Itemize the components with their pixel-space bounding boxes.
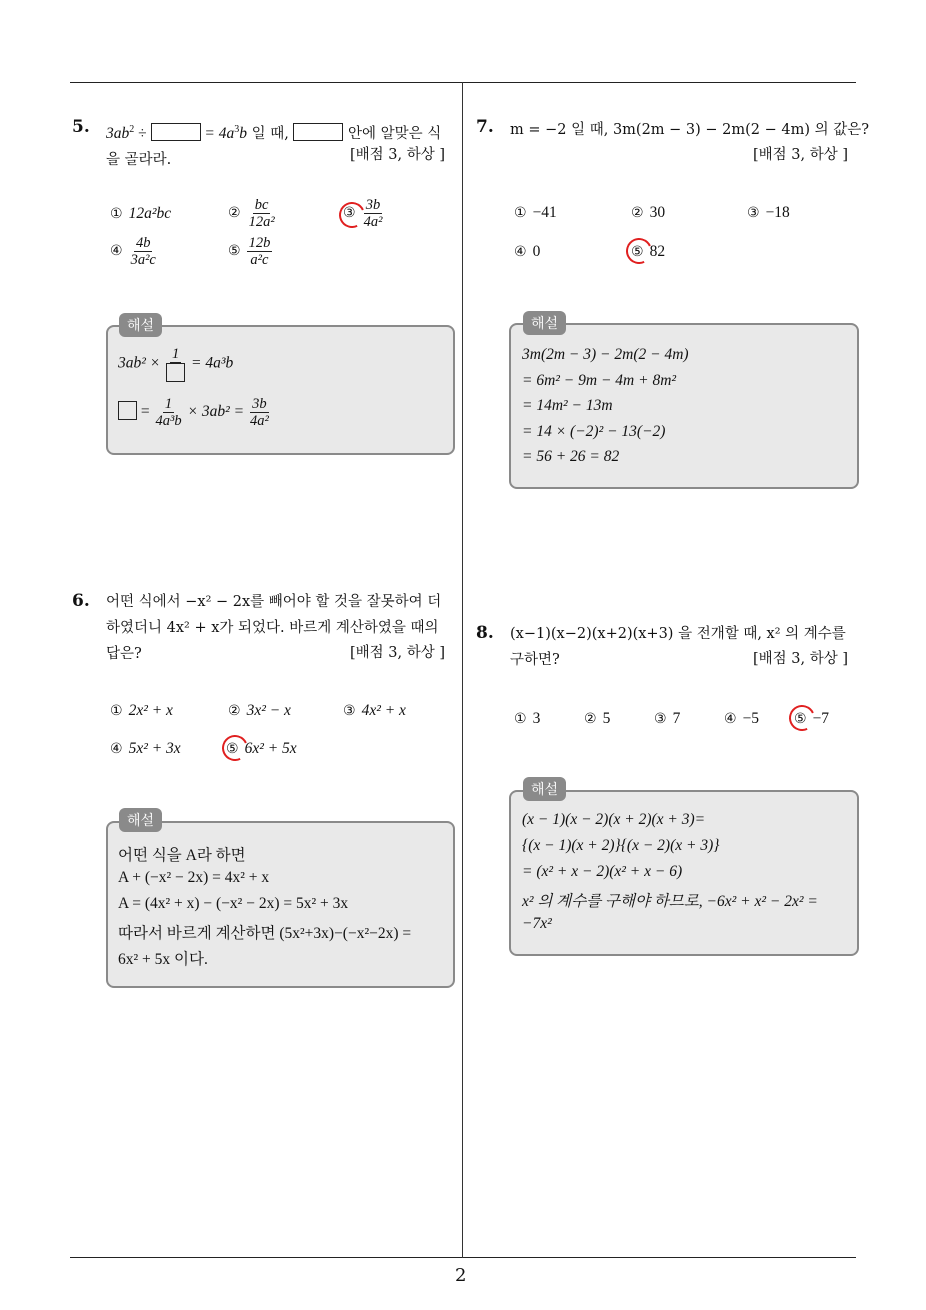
solution-line: 어떤 식을 A라 하면 bbox=[118, 847, 246, 864]
solution-panel bbox=[106, 325, 455, 455]
option-1[interactable]: ① 12a²bc bbox=[110, 205, 172, 222]
question-text: m = −2 일 때, 3m(2m − 3) − 2m(2 − 4m) 의 값은? bbox=[510, 122, 870, 138]
solution-line: = 14m² − 13m bbox=[522, 397, 613, 414]
option-4[interactable]: ④ −5 bbox=[724, 710, 760, 727]
option-3[interactable]: ③ $\frac{3b}{\text{4a²}}$ bbox=[343, 197, 383, 230]
page-number: 2 bbox=[455, 1265, 467, 1286]
solution-line: x² 의 계수를 구해야 하므로, −6x² + x² − 2x² = bbox=[522, 893, 818, 910]
blank-box bbox=[151, 123, 201, 141]
score-meta: [배점 3, 하상 ] bbox=[350, 645, 446, 661]
option-5[interactable]: ⑤ −7 bbox=[794, 710, 830, 727]
bottom-rule bbox=[70, 1257, 856, 1258]
solution-line: {(x − 1)(x + 2)}{(x − 2)(x + 3)} bbox=[522, 837, 720, 854]
question-number: 6. bbox=[72, 591, 90, 611]
answer-mark bbox=[622, 234, 655, 267]
option-4[interactable]: ④ 0 bbox=[514, 243, 541, 260]
blank-box bbox=[293, 123, 343, 141]
question-number: 5. bbox=[72, 117, 90, 137]
option-4[interactable]: ④ 5x² + 3x bbox=[110, 740, 181, 757]
solution-line: (x − 1)(x − 2)(x + 2)(x + 3)= bbox=[522, 811, 706, 828]
score-meta: [배점 3, 하상 ] bbox=[753, 147, 849, 163]
solution-line: 3m(2m − 3) − 2m(2 − 4m) bbox=[522, 346, 689, 363]
answer-mark bbox=[218, 731, 251, 764]
option-5[interactable]: ⑤ 82 bbox=[631, 243, 666, 260]
option-1[interactable]: ① 2x² + x bbox=[110, 702, 173, 719]
option-1[interactable]: ① −41 bbox=[514, 204, 557, 221]
option-4[interactable]: ④ $\frac{4b}{\text{3a²c}}$ bbox=[110, 235, 156, 268]
blank-box bbox=[118, 401, 137, 420]
solution-line: = 56 + 26 = 82 bbox=[522, 448, 620, 465]
option-2[interactable]: ② $\frac{bc}{\text{12a²}}$ bbox=[228, 197, 275, 230]
option-2[interactable]: ② 5 bbox=[584, 710, 611, 727]
solution-line: A = (4x² + x) − (−x² − 2x) = 5x² + 3x bbox=[118, 895, 349, 912]
option-5[interactable]: ⑤ $\frac{12b}{\text{a²c}}$ bbox=[228, 235, 271, 268]
option-3[interactable]: ③ 7 bbox=[654, 710, 681, 727]
solution-line: = (x² + x − 2)(x² + x − 6) bbox=[522, 863, 683, 880]
question-number: 7. bbox=[476, 117, 494, 137]
solution-line: = 6m² − 9m − 4m + 8m² bbox=[522, 372, 677, 389]
solution-line: = 14 × (−2)² − 13(−2) bbox=[522, 423, 666, 440]
solution-line: 따라서 바르게 계산하면 (5x²+3x)−(−x²−2x) = bbox=[118, 925, 412, 942]
solution-tag: 해설 bbox=[119, 808, 162, 832]
solution-line: A + (−x² − 2x) = 4x² + x bbox=[118, 869, 270, 886]
question-text: 어떤 식에서 −x² − 2x를 빼어야 할 것을 잘못하여 더 하였더니 4x² + x가 되었다. 바르게 계산하였을 때의 답은? bbox=[106, 594, 442, 662]
solution-tag: 해설 bbox=[119, 313, 162, 337]
top-rule bbox=[70, 82, 856, 83]
option-1[interactable]: ① 3 bbox=[514, 710, 541, 727]
score-meta: [배점 3, 하상 ] bbox=[753, 651, 849, 667]
option-3[interactable]: ③ 4x² + x bbox=[343, 702, 406, 719]
solution-tag: 해설 bbox=[523, 777, 566, 801]
column-divider bbox=[462, 82, 463, 1258]
option-2[interactable]: ② 3x² − x bbox=[228, 702, 291, 719]
solution-line: 3ab² × 1 = 4a³b bbox=[118, 346, 233, 382]
solution-tag: 해설 bbox=[523, 311, 566, 335]
blank-box bbox=[166, 363, 185, 382]
score-meta: [배점 3, 하상 ] bbox=[350, 147, 446, 163]
option-2[interactable]: ② 30 bbox=[631, 204, 666, 221]
answer-mark bbox=[785, 701, 818, 734]
question-text: (x−1)(x−2)(x+2)(x+3) 을 전개할 때, x² 의 계수를 구하면? bbox=[510, 626, 846, 668]
question-number: 8. bbox=[476, 623, 494, 643]
solution-line: = $\frac{1}{\text{4a³b}}$ × 3ab² = $\frac{3b}{\text{4a²}}$ bbox=[118, 396, 271, 429]
option-3[interactable]: ③ −18 bbox=[747, 204, 790, 221]
solution-line: 6x² + 5x 이다. bbox=[118, 951, 208, 968]
solution-line: −7x² bbox=[522, 915, 552, 932]
option-5[interactable]: ⑤ 6x² + 5x bbox=[226, 740, 297, 757]
question-text: $3ab^2$ ÷ = $4a^3b$ 일 때, 안에 알맞은 식 을 골라라. bbox=[106, 124, 442, 168]
